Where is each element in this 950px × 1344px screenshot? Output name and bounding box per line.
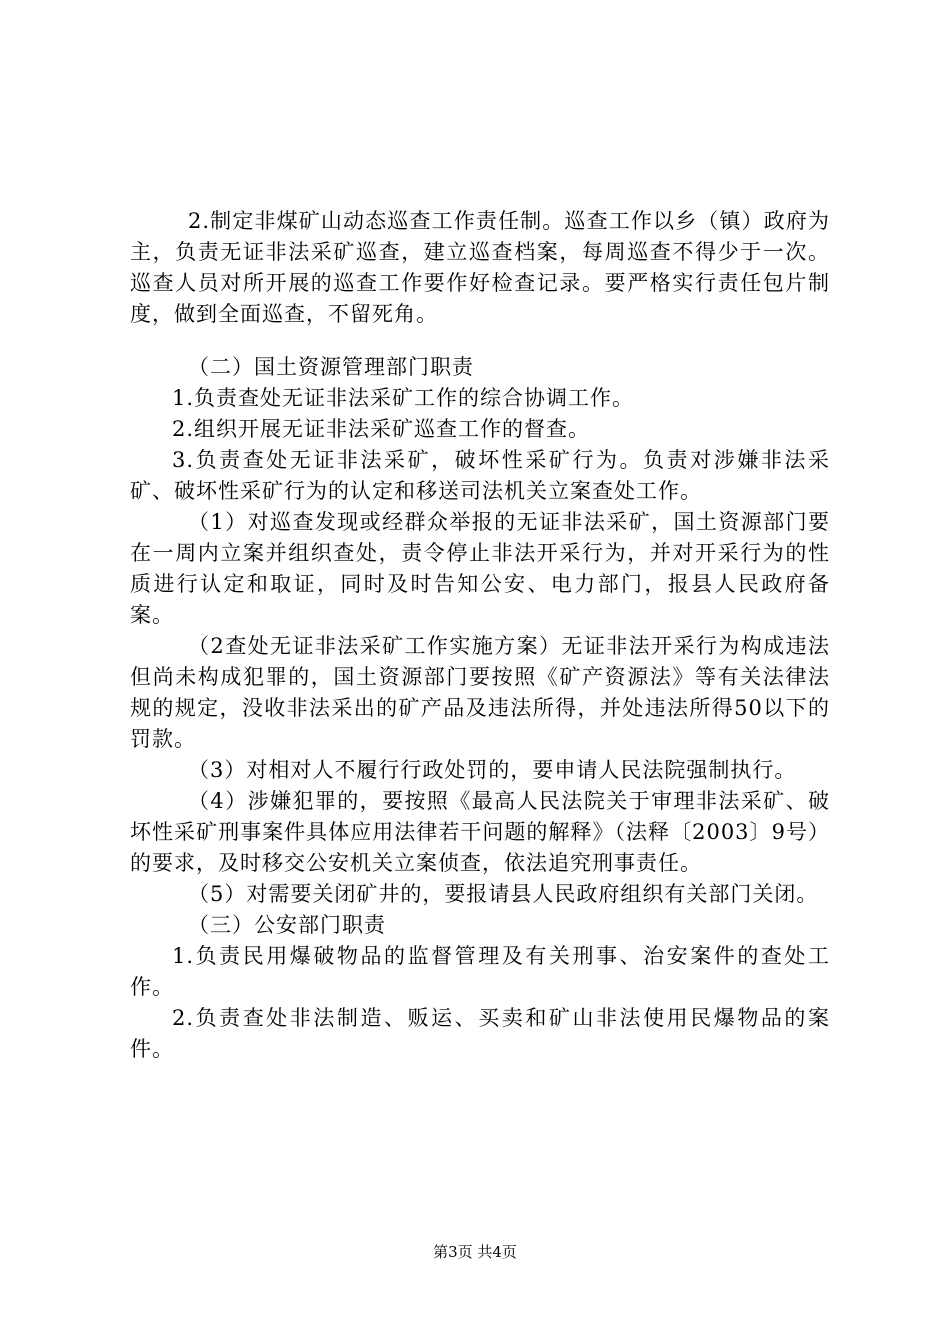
document-body (130, 206, 830, 1065)
page-number-footer: 第3页 共4页 (433, 1243, 517, 1261)
paragraph-security-item-1: 1.负责民用爆破物品的监督管理及有关刑事、治安案件的查处工作。 (130, 944, 830, 999)
paragraph-land-sub-3: （3）对相对人不履行行政处罚的，要申请人民法院强制执行。 (188, 758, 797, 782)
paragraph-land-item-2: 2.组织开展无证非法采矿巡查工作的督查。 (172, 417, 591, 441)
section-heading-land-resources: （二）国土资源管理部门职责 (188, 355, 474, 379)
paragraph-land-sub-2: （2查处无证非法采矿工作实施方案）无证非法开采行为构成违法但尚未构成犯罪的，国土资源部门要按照《矿产资源法》等有关法律法规的规定，没收非法采出的矿产品及违法所得，并处违法所得50以下的罚款。 (130, 634, 830, 751)
paragraph-security-item-2: 2.负责查处非法制造、贩运、买卖和矿山非法使用民爆物品的案件。 (130, 1006, 830, 1061)
paragraph-inspection-responsibility: 2.制定非煤矿山动态巡查工作责任制。巡查工作以乡（镇）政府为主，负责无证非法采矿巡查，建立巡查档案，每周巡查不得少于一次。巡查人员对所开展的巡查工作要作好检查记录。要严格实行责任包片制度，做到全面巡查，不留死角。 (130, 209, 830, 326)
section-heading-public-security: （三）公安部门职责 (188, 913, 386, 937)
paragraph-land-sub-4: （4）涉嫌犯罪的，要按照《最高人民法院关于审理非法采矿、破坏性采矿刑事案件具体应用法律若干问题的解释》（法释〔2003〕9号）的要求，及时移交公安机关立案侦查，依法追究刑事责任。 (130, 789, 830, 875)
paragraph-land-item-1: 1.负责查处无证非法采矿工作的综合协调工作。 (172, 386, 635, 410)
paragraph-land-sub-1: （1）对巡查发现或经群众举报的无证非法采矿，国土资源部门要在一周内立案并组织查处，责令停止非法开采行为，并对开采行为的性质进行认定和取证，同时及时告知公安、电力部门，报县人民政府备案。 (130, 510, 830, 627)
paragraph-land-item-3: 3.负责查处无证非法采矿，破坏性采矿行为。负责对涉嫌非法采矿、破坏性采矿行为的认定和移送司法机关立案查处工作。 (130, 448, 830, 503)
paragraph-land-sub-5: （5）对需要关闭矿井的，要报请县人民政府组织有关部门关闭。 (188, 882, 819, 906)
